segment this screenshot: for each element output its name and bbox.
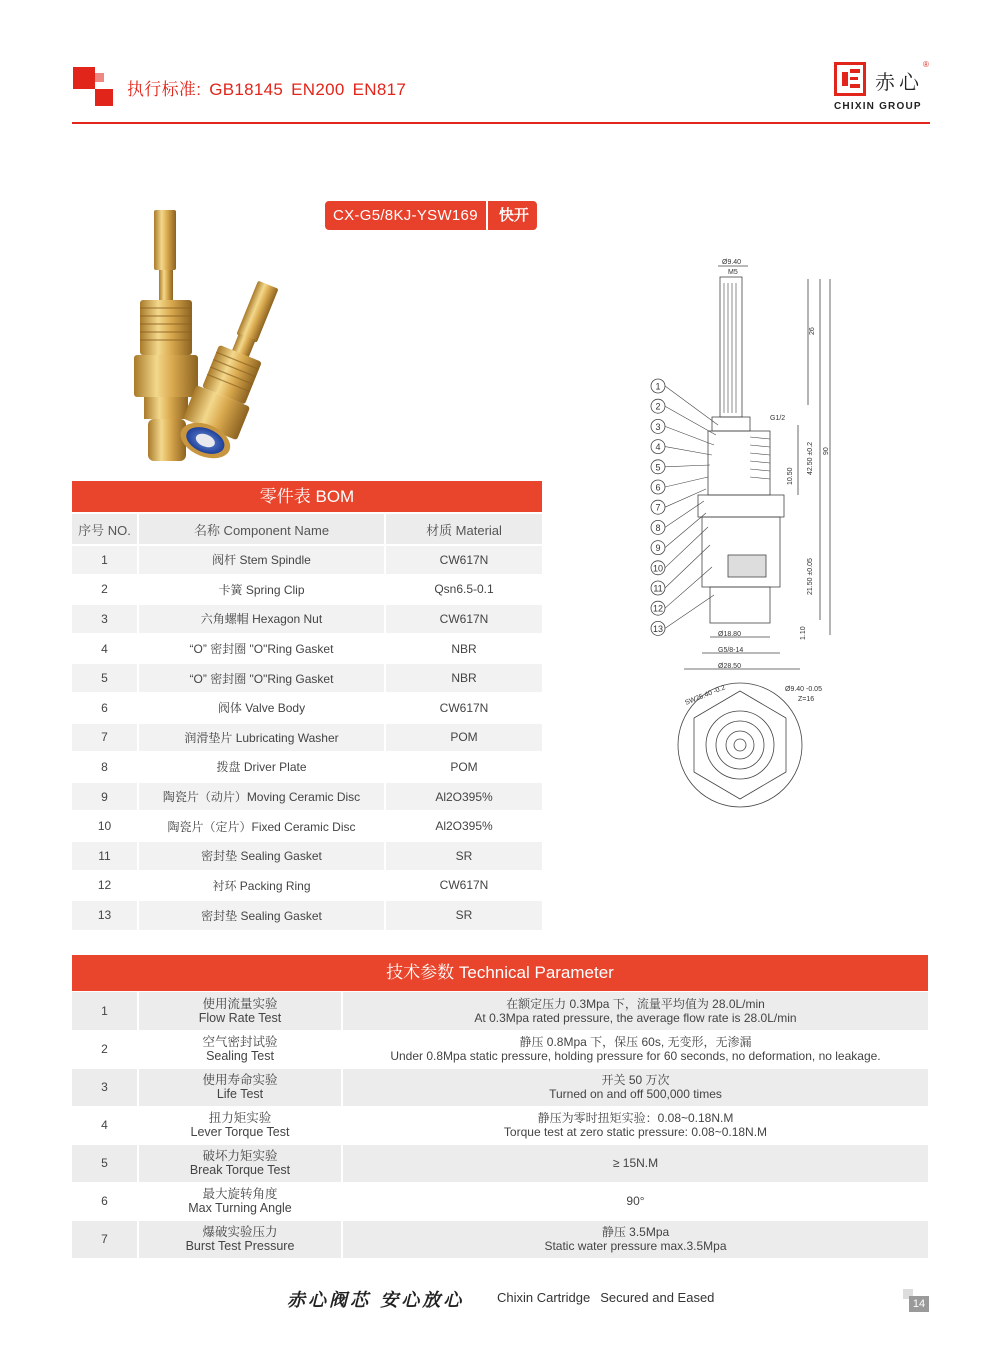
- tech-name-en: Flow Rate Test: [198, 1010, 282, 1025]
- brand-name-en: CHIXIN GROUP: [834, 101, 922, 112]
- bom-row-name: 衬环 Packing Ring: [138, 871, 385, 901]
- bom-row-material: Al2O395%: [385, 782, 542, 812]
- callout-marker: [651, 477, 708, 494]
- tech-title: 技术参数 Technical Parameter: [72, 955, 928, 991]
- callout-label: 4: [655, 442, 661, 453]
- tech-row-name: [138, 1106, 342, 1144]
- tech-row: [72, 1182, 928, 1220]
- tech-name-en: Break Torque Test: [189, 1163, 291, 1177]
- callout-label: 8: [655, 522, 661, 533]
- dim-26: 26: [809, 327, 816, 335]
- dim-1050: 10.50: [787, 467, 794, 485]
- tech-row-desc: [342, 1144, 928, 1182]
- tech-name-en: Burst Test Pressure: [185, 1239, 295, 1253]
- callout-marker: [651, 440, 712, 455]
- dim-90: 90: [823, 447, 830, 455]
- dim-d94: Ø9.40 -0.05: [785, 686, 822, 693]
- tech-desc-cn: 静压为零时扭矩实验：0.08~0.18N.M: [537, 1111, 734, 1125]
- tech-desc-cn: 在额定压力 0.3Mpa 下，流量平均值为 28.0L/min: [506, 996, 765, 1011]
- callout-label: 3: [655, 421, 661, 432]
- tech-row-desc: [342, 1182, 928, 1220]
- tech-row: [72, 1030, 928, 1068]
- tech-name-en: Life Test: [216, 1087, 264, 1101]
- product-photo: [118, 200, 318, 470]
- callout-label: 2: [655, 401, 661, 412]
- bom-row-name: 拨盘 Driver Plate: [138, 752, 385, 782]
- dim-g12: G1/2: [770, 415, 786, 422]
- tech-row-no: 4: [72, 1106, 138, 1144]
- tech-row: [72, 1220, 928, 1258]
- tech-row-no: 5: [72, 1144, 138, 1182]
- bom-row-material: SR: [385, 841, 542, 871]
- bom-row-material: NBR: [385, 634, 542, 664]
- standards-label: 执行标准:: [127, 80, 202, 99]
- bom-row: [72, 723, 542, 753]
- tech-desc-en: Static water pressure max.3.5Mpa: [544, 1239, 727, 1253]
- tech-row: [72, 992, 928, 1030]
- brand-name-cn: 赤心: [875, 70, 923, 94]
- model-tag: [325, 201, 537, 230]
- bom-row-material: SR: [385, 900, 542, 930]
- bom-row: [72, 752, 542, 782]
- slogan-en-1: Chixin Cartridge: [497, 1290, 591, 1305]
- callout-label: 6: [655, 482, 661, 493]
- tech-name-en: Max Turning Angle: [188, 1201, 292, 1215]
- callout-label: 10: [652, 563, 664, 574]
- dim-sw: SW25.40 -0.2: [684, 684, 727, 707]
- dim-z: Z=16: [798, 696, 815, 703]
- bom-title: 零件表 BOM: [72, 481, 542, 512]
- tech-name-cn: 破坏力矩实验: [202, 1149, 278, 1163]
- callout-marker: [651, 460, 710, 474]
- tech-row-desc: [342, 1106, 928, 1144]
- callout-label: 1: [655, 381, 661, 392]
- tech-row-name: [138, 1220, 342, 1258]
- bom-row: [72, 545, 542, 575]
- bom-row-no: 10: [72, 811, 138, 841]
- tech-desc-cn: 90°: [626, 1194, 645, 1208]
- tech-desc-cn: 静压 3.5Mpa: [601, 1225, 670, 1239]
- bom-row-material: Al2O395%: [385, 811, 542, 841]
- bom-row-material: NBR: [385, 663, 542, 693]
- dim-d188: Ø18.80: [718, 631, 741, 638]
- standards-line: [127, 75, 414, 100]
- tech-desc-cn: 开关 50 万次: [601, 1073, 670, 1087]
- bom-row-no: 4: [72, 634, 138, 664]
- logo-mark-icon: [834, 62, 866, 96]
- bom-row-no: 5: [72, 663, 138, 693]
- bom-row-name: 阀体 Valve Body: [138, 693, 385, 723]
- bom-row: [72, 900, 542, 930]
- tech-row-no: 7: [72, 1220, 138, 1258]
- tech-table: [72, 992, 928, 1259]
- tech-name-cn: 空气密封试验: [202, 1035, 278, 1049]
- dim-m5: M5: [728, 269, 738, 276]
- bom-row-no: 6: [72, 693, 138, 723]
- callout-label: 13: [652, 623, 664, 634]
- tech-row-name: [138, 1030, 342, 1068]
- tech-row-desc: [342, 1030, 928, 1068]
- dim-4250: 42.50 ±0.2: [807, 441, 814, 475]
- page-number: 14: [909, 1296, 929, 1312]
- model-code: CX-G5/8KJ-YSW169: [325, 201, 486, 230]
- bom-row-name: 六角螺帽 Hexagon Nut: [138, 604, 385, 634]
- callout-marker: [651, 379, 718, 425]
- dim-2150: 21.50 ±0.05: [807, 558, 814, 595]
- bom-row-material: CW617N: [385, 871, 542, 901]
- bom-row-name: 阀杆 Stem Spindle: [138, 545, 385, 575]
- standard-en200: EN200: [291, 80, 345, 99]
- tech-row: [72, 1106, 928, 1144]
- bom-table: [72, 514, 542, 930]
- tech-name-en: Lever Torque Test: [190, 1125, 290, 1139]
- bom-row-name: 密封垫 Sealing Gasket: [138, 900, 385, 930]
- bom-row-no: 1: [72, 545, 138, 575]
- bom-row: [72, 782, 542, 812]
- tech-row-name: [138, 1144, 342, 1182]
- dim-top-diameter: Ø9.40: [722, 259, 742, 266]
- tech-row-name: [138, 992, 342, 1030]
- callout-label: 5: [655, 462, 661, 473]
- tech-name-en: Sealing Test: [206, 1049, 274, 1063]
- tech-row-name: [138, 1182, 342, 1220]
- bom-row-name: “O” 密封圈 "O"Ring Gasket: [138, 634, 385, 664]
- dim-110: 1.10: [800, 626, 807, 640]
- bom-row: [72, 871, 542, 901]
- bom-header-material: 材质 Material: [385, 514, 542, 545]
- tech-row-name: [138, 1068, 342, 1106]
- bom-header-row: [72, 514, 542, 545]
- tech-desc-en: At 0.3Mpa rated pressure, the average flow rate is 28.0L/min: [474, 1010, 797, 1025]
- bom-row: [72, 575, 542, 605]
- brand-square-small: [95, 73, 104, 82]
- callout-marker: [651, 399, 716, 435]
- callout-label: 9: [655, 543, 661, 554]
- tech-desc-en: Turned on and off 500,000 times: [549, 1087, 722, 1101]
- bom-row-material: POM: [385, 723, 542, 753]
- header-divider: [72, 122, 930, 124]
- callout-label: 7: [655, 502, 661, 513]
- bom-row-name: “O” 密封圈 "O"Ring Gasket: [138, 663, 385, 693]
- bom-row-no: 12: [72, 871, 138, 901]
- registered-mark: ®: [923, 60, 929, 69]
- bom-row: [72, 634, 542, 664]
- bom-row: [72, 841, 542, 871]
- standard-en817: EN817: [352, 80, 407, 99]
- standard-gb: GB18145: [209, 80, 284, 99]
- bom-header-name: 名称 Component Name: [138, 514, 385, 545]
- bom-row-name: 润滑垫片 Lubricating Washer: [138, 723, 385, 753]
- bom-row-material: CW617N: [385, 545, 542, 575]
- callout-marker: [651, 595, 714, 635]
- dim-g58: G5/8-14: [718, 647, 744, 654]
- tech-desc-en: Under 0.8Mpa static pressure, holding pressure for 60 seconds, no deformation, no leakage.: [390, 1049, 881, 1063]
- bom-row-material: CW617N: [385, 693, 542, 723]
- bom-row-name: 卡簧 Spring Clip: [138, 575, 385, 605]
- tech-name-cn: 爆破实验压力: [202, 1225, 278, 1239]
- tech-desc-en: Torque test at zero static pressure: 0.08~0.18N.M: [503, 1125, 768, 1139]
- slogan-en-2: Secured and Eased: [600, 1290, 715, 1305]
- bom-row-no: 2: [72, 575, 138, 605]
- bom-row-material: CW617N: [385, 604, 542, 634]
- tech-name-cn: 使用寿命实验: [202, 1073, 278, 1087]
- tech-row: [72, 1068, 928, 1106]
- bom-row-no: 9: [72, 782, 138, 812]
- bom-row-no: 13: [72, 900, 138, 930]
- bom-row-no: 3: [72, 604, 138, 634]
- bom-row-material: Qsn6.5-0.1: [385, 575, 542, 605]
- dim-d285: Ø28.50: [718, 663, 741, 670]
- bom-row-name: 陶瓷片（动片）Moving Ceramic Disc: [138, 782, 385, 812]
- bom-header-no: 序号 NO.: [72, 514, 138, 545]
- tech-name-cn: 扭力矩实验: [208, 1111, 272, 1125]
- tech-row: [72, 1144, 928, 1182]
- tech-desc-cn: 静压 0.8Mpa 下，保压 60s, 无变形，无渗漏: [519, 1035, 752, 1049]
- bom-row-name: 陶瓷片（定片）Fixed Ceramic Disc: [138, 811, 385, 841]
- bom-row-no: 7: [72, 723, 138, 753]
- bom-row-no: 11: [72, 841, 138, 871]
- tech-name-cn: 使用流量实验: [202, 996, 278, 1011]
- bom-row: [72, 663, 542, 693]
- brand-square-large: [73, 67, 95, 89]
- bom-row-no: 8: [72, 752, 138, 782]
- tech-row-desc: [342, 1220, 928, 1258]
- brand-square-offset: [95, 89, 113, 106]
- slogan-en: [497, 1290, 724, 1305]
- technical-drawing: [640, 255, 880, 815]
- callout-label: 11: [653, 583, 663, 594]
- tech-row-desc: [342, 992, 928, 1030]
- bom-row: [72, 811, 542, 841]
- callout-marker: [651, 513, 706, 555]
- bom-row: [72, 604, 542, 634]
- bom-row-name: 密封垫 Sealing Gasket: [138, 841, 385, 871]
- callout-label: 12: [652, 603, 664, 614]
- model-type: 快开: [486, 201, 537, 230]
- tech-row-desc: [342, 1068, 928, 1106]
- tech-desc-cn: ≥ 15N.M: [612, 1156, 659, 1170]
- tech-row-no: 6: [72, 1182, 138, 1220]
- bom-row-material: POM: [385, 752, 542, 782]
- slogan-cn: 赤心阀芯 安心放心: [287, 1290, 465, 1311]
- tech-name-cn: 最大旋转角度: [202, 1187, 278, 1201]
- bom-row: [72, 693, 542, 723]
- tech-row-no: 3: [72, 1068, 138, 1106]
- tech-row-no: 2: [72, 1030, 138, 1068]
- brand-logo: [833, 60, 933, 115]
- tech-row-no: 1: [72, 992, 138, 1030]
